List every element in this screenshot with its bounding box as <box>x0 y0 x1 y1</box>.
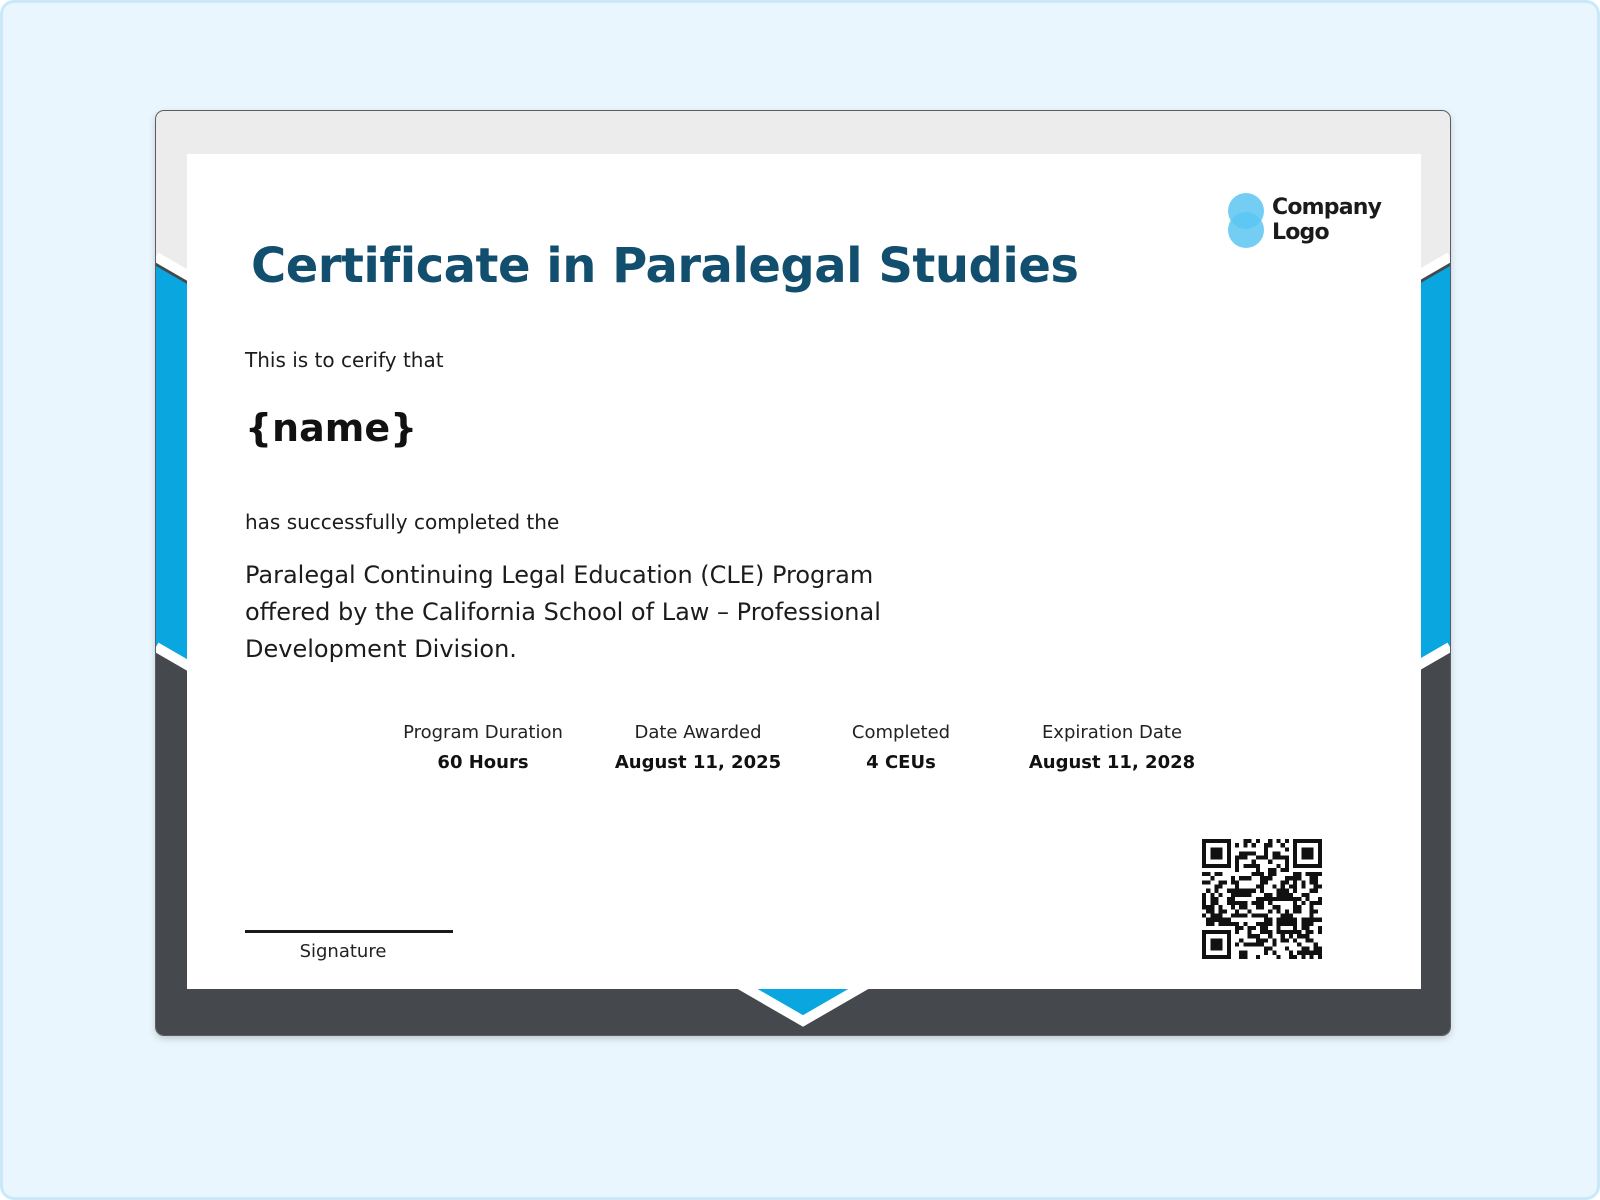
program-description: Paralegal Continuing Legal Education (CLE) Program offered by the California School of Law – Professional Development Division. <box>245 561 881 663</box>
detail-program-duration <box>373 721 593 775</box>
detail-completed <box>791 721 1011 775</box>
detail-value: 60 Hours <box>437 752 529 773</box>
qr-code-icon <box>1202 839 1322 959</box>
completed-text: has successfully completed the <box>245 510 560 534</box>
detail-value: 4 CEUs <box>866 752 936 773</box>
detail-expiration-date <box>1002 721 1222 775</box>
signature-label: Signature <box>299 941 387 962</box>
detail-label: Program Duration <box>403 722 563 743</box>
logo-text-line2: Logo <box>1272 220 1329 245</box>
signature-line <box>245 930 453 933</box>
detail-value: August 11, 2028 <box>1028 752 1196 773</box>
certify-text: This is to cerify that <box>245 348 444 372</box>
detail-value: August 11, 2025 <box>614 752 782 773</box>
logo-text-line1: Company <box>1272 195 1382 220</box>
logo-text <box>1272 195 1381 245</box>
detail-label: Completed <box>851 722 951 743</box>
certificate-frame <box>156 111 1450 1035</box>
company-logo <box>1227 192 1392 254</box>
certificate-title: Certificate in Paralegal Studies <box>251 238 1079 294</box>
logo-icon <box>1227 192 1267 250</box>
recipient-name: {name} <box>245 406 418 450</box>
detail-date-awarded <box>588 721 808 775</box>
detail-label: Date Awarded <box>634 722 762 743</box>
detail-label: Expiration Date <box>1041 722 1183 743</box>
certificate-paper <box>187 154 1421 989</box>
